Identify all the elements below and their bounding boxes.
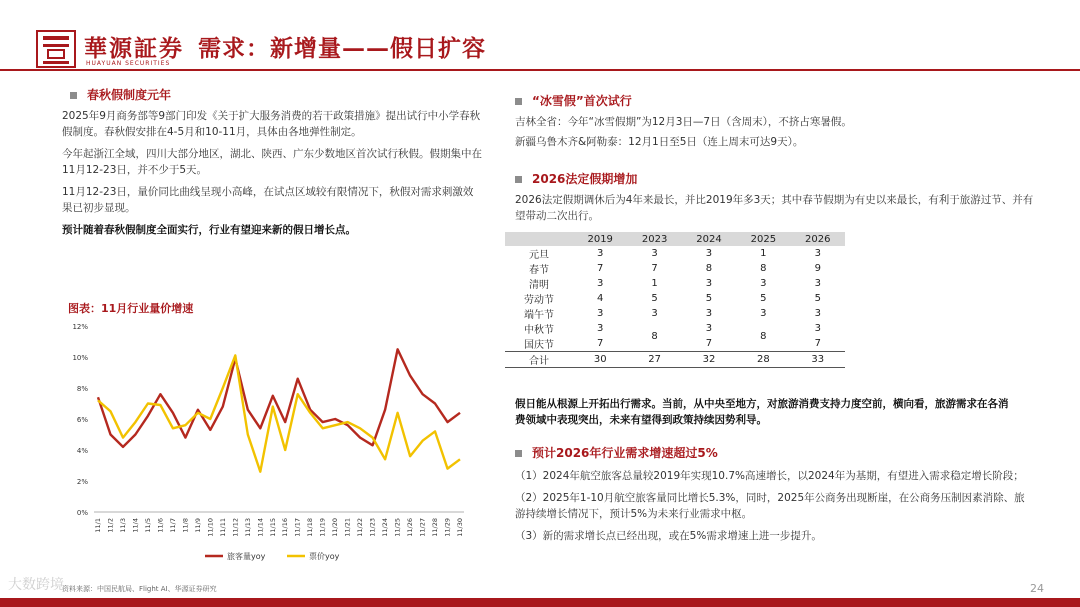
x-tick-label: 11/9 xyxy=(193,518,202,533)
logo-emblem-icon xyxy=(36,30,76,68)
x-tick-label: 11/21 xyxy=(343,518,352,537)
bullet-icon xyxy=(515,98,522,105)
y-tick-label: 6% xyxy=(76,416,88,424)
table-cell-merged: 8 xyxy=(760,330,767,342)
table-row xyxy=(505,291,845,306)
x-tick-label: 11/17 xyxy=(293,518,302,537)
table-header-cell xyxy=(505,232,573,246)
table-cell: 3 xyxy=(597,248,604,259)
table-cell: 3 xyxy=(705,248,713,259)
left-paragraph-4: 预计随着春秋假制度全面实行，行业有望迎来新的假日增长点。 xyxy=(62,224,356,236)
x-tick-label: 11/11 xyxy=(218,518,227,537)
x-tick-label: 11/7 xyxy=(168,518,177,533)
x-tick-label: 11/28 xyxy=(431,518,440,537)
table-cell: 1 xyxy=(651,278,658,289)
page-title: 需求：新增量——假日扩容 xyxy=(198,35,486,62)
table-cell: 7 xyxy=(705,338,713,349)
holiday-text: 2026法定假期调休后为4年来最长，并比2019年多3天；其中春节假期为有史以来最长，有利于旅游过节、并有望带动二次出行。 xyxy=(515,194,1034,222)
x-tick-label: 11/2 xyxy=(106,518,115,533)
line-chart xyxy=(60,316,480,576)
x-tick-label: 11/5 xyxy=(143,518,152,533)
table-header-cell: 2024 xyxy=(682,232,736,246)
table-cell: 3 xyxy=(814,278,821,289)
x-tick-label: 11/19 xyxy=(318,518,327,537)
y-tick-label: 4% xyxy=(76,447,88,455)
policy-bold-text: 假日能从根源上开拓出行需求。当前，从中央至地方，对旅游消费支持力度空前，横向看，旅游需求在各消费领域中表现突出，未来有望得到政策持续因势利导。 xyxy=(515,398,1009,426)
page-number: 24 xyxy=(1030,582,1044,595)
section-heading-2026-holidays: 2026法定假期增加 xyxy=(515,170,637,187)
table-row xyxy=(505,321,845,336)
footer-bar xyxy=(0,598,1080,607)
table-row xyxy=(505,276,845,291)
x-tick-label: 11/12 xyxy=(231,518,240,537)
table-row xyxy=(505,246,845,261)
legend-label: 票价yoy xyxy=(309,552,340,561)
table-header-cell: 2023 xyxy=(627,232,681,246)
x-tick-label: 11/22 xyxy=(356,518,365,537)
left-paragraph-1: 2025年9月商务部等9部门印发《关于扩大服务消费的若干政策措施》提出试行中小学春秋假制度。春秋假安排在4-5月和10-11月，具体由各地弹性制定。 xyxy=(62,110,481,138)
header-divider xyxy=(0,69,1080,71)
forecast-point-2: （2）2025年1-10月航空旅客量同比增长5.3%，同时，2025年公商务出现断崖，在公商务压制因素消除、旅游持续增长情况下，预计5%为未来行业需求中枢。 xyxy=(515,492,1025,520)
table-cell: 28 xyxy=(736,352,790,368)
y-tick-label: 2% xyxy=(76,478,88,486)
table-cell: 5 xyxy=(760,293,767,304)
forecast-text xyxy=(515,468,1035,550)
y-tick-label: 8% xyxy=(76,385,88,393)
source-note: 资料来源：中国民航局、Flight AI、华源证券研究 xyxy=(62,585,217,593)
x-tick-label: 11/20 xyxy=(331,518,340,537)
brand-name: 華源証券 xyxy=(84,35,184,62)
x-tick-label: 11/24 xyxy=(381,518,390,537)
x-tick-label: 11/29 xyxy=(443,518,452,537)
x-tick-label: 11/4 xyxy=(131,518,140,533)
table-cell: 7 xyxy=(814,338,821,349)
ice-snow-text xyxy=(515,114,1035,156)
table-cell: 7 xyxy=(597,263,604,274)
x-tick-label: 11/30 xyxy=(456,518,464,537)
table-cell: 5 xyxy=(705,293,713,304)
y-tick-label: 10% xyxy=(72,354,88,362)
x-tick-label: 11/18 xyxy=(306,518,315,537)
forecast-point-1: （1）2024年航空旅客总量较2019年实现10.7%高速增长，以2024年为基期，有望进入需求稳定增长阶段； xyxy=(515,470,1024,482)
table-header-cell: 2025 xyxy=(736,232,790,246)
table-cell: 7 xyxy=(651,263,658,274)
table-cell: 3 xyxy=(814,308,821,319)
table-cell: 5 xyxy=(814,293,821,304)
table-cell: 3 xyxy=(814,248,821,259)
chart-title: 图表：11月行业量价增速 xyxy=(68,302,194,315)
x-tick-label: 11/16 xyxy=(281,518,290,537)
x-tick-label: 11/15 xyxy=(268,518,277,537)
x-tick-label: 11/10 xyxy=(206,518,215,537)
table-row xyxy=(505,261,845,276)
table-cell: 3 xyxy=(597,308,604,319)
x-tick-label: 11/3 xyxy=(118,518,127,533)
table-header-cell: 2019 xyxy=(573,232,627,246)
table-cell: 4 xyxy=(597,293,604,304)
table-cell: 3 xyxy=(651,308,658,319)
x-tick-label: 11/13 xyxy=(243,518,252,537)
watermark: 大数跨境 xyxy=(8,577,64,593)
table-cell: 3 xyxy=(705,278,713,289)
x-tick-label: 11/1 xyxy=(94,518,102,533)
x-tick-label: 11/27 xyxy=(418,518,427,537)
section-heading-2026-forecast: 预计2026年行业需求增速超过5% xyxy=(515,444,718,461)
table-cell: 3 xyxy=(597,323,604,334)
table-row xyxy=(505,306,845,321)
x-tick-label: 11/6 xyxy=(156,518,165,533)
x-tick-label: 11/8 xyxy=(181,518,190,533)
table-cell: 8 xyxy=(705,263,713,274)
x-tick-label: 11/26 xyxy=(406,518,415,537)
bullet-icon xyxy=(515,450,522,457)
table-cell: 9 xyxy=(814,263,821,274)
table-cell: 33 xyxy=(791,352,845,368)
table-cell: 端午节 xyxy=(524,310,554,321)
brand-english: HUAYUAN SECURITIES xyxy=(86,60,171,67)
left-text-block xyxy=(62,108,482,244)
legend-label: 旅客量yoy xyxy=(227,552,266,561)
table-cell: 32 xyxy=(682,352,736,368)
table-cell: 27 xyxy=(627,352,681,368)
bullet-icon xyxy=(70,92,77,99)
table-cell-merged: 8 xyxy=(651,330,658,342)
x-tick-label: 11/25 xyxy=(393,518,402,537)
table-cell: 清明 xyxy=(529,280,549,291)
table-cell: 3 xyxy=(705,308,713,319)
left-paragraph-2: 今年起浙江全域，四川大部分地区，湖北、陕西、广东少数地区首次试行秋假。假期集中在11月12-23日，并不少于5天。 xyxy=(62,148,482,176)
series-line-2 xyxy=(98,355,460,471)
section-heading-ice-snow: “冰雪假”首次试行 xyxy=(515,92,632,109)
holiday-table xyxy=(505,232,845,368)
table-cell: 5 xyxy=(651,293,658,304)
section-heading-spring-autumn: 春秋假制度元年 xyxy=(70,86,171,103)
ice-snow-line-1: 吉林全省：今年“冰雪假期”为12月3日—7日（含周末），不挤占寒暑假。 xyxy=(515,116,852,128)
left-paragraph-3: 11月12-23日，量价同比曲线呈现小高峰，在试点区域较有限情况下，秋假对需求刺激效果已初步显现。 xyxy=(62,186,474,214)
y-tick-label: 0% xyxy=(76,509,88,517)
bullet-icon xyxy=(515,176,522,183)
table-cell: 3 xyxy=(651,248,658,259)
table-cell: 春节 xyxy=(529,265,549,276)
table-cell: 国庆节 xyxy=(524,340,554,351)
table-cell: 3 xyxy=(705,323,713,334)
table-header-cell: 2026 xyxy=(791,232,845,246)
table-cell: 1 xyxy=(760,248,767,259)
table-cell: 7 xyxy=(597,338,604,349)
ice-snow-line-2: 新疆乌鲁木齐&阿勒泰：12月1日至5日（连上周末可达9天）。 xyxy=(515,136,804,148)
y-tick-label: 12% xyxy=(72,323,88,331)
table-cell: 8 xyxy=(760,263,767,274)
table-total-row xyxy=(505,352,845,368)
x-tick-label: 11/23 xyxy=(368,518,377,537)
x-tick-label: 11/14 xyxy=(256,518,265,537)
forecast-point-3: （3）新的需求增长点已经出现，或在5%需求增速上进一步提升。 xyxy=(515,530,822,542)
table-cell: 3 xyxy=(760,278,767,289)
table-cell: 30 xyxy=(573,352,627,368)
table-cell: 元旦 xyxy=(529,250,549,261)
table-header-row xyxy=(505,232,845,246)
table-cell: 3 xyxy=(814,323,821,334)
table-cell: 中秋节 xyxy=(524,325,554,336)
table-cell: 3 xyxy=(597,278,604,289)
table-cell: 3 xyxy=(760,308,767,319)
table-cell: 合计 xyxy=(505,352,573,368)
table-cell: 劳动节 xyxy=(524,295,554,306)
